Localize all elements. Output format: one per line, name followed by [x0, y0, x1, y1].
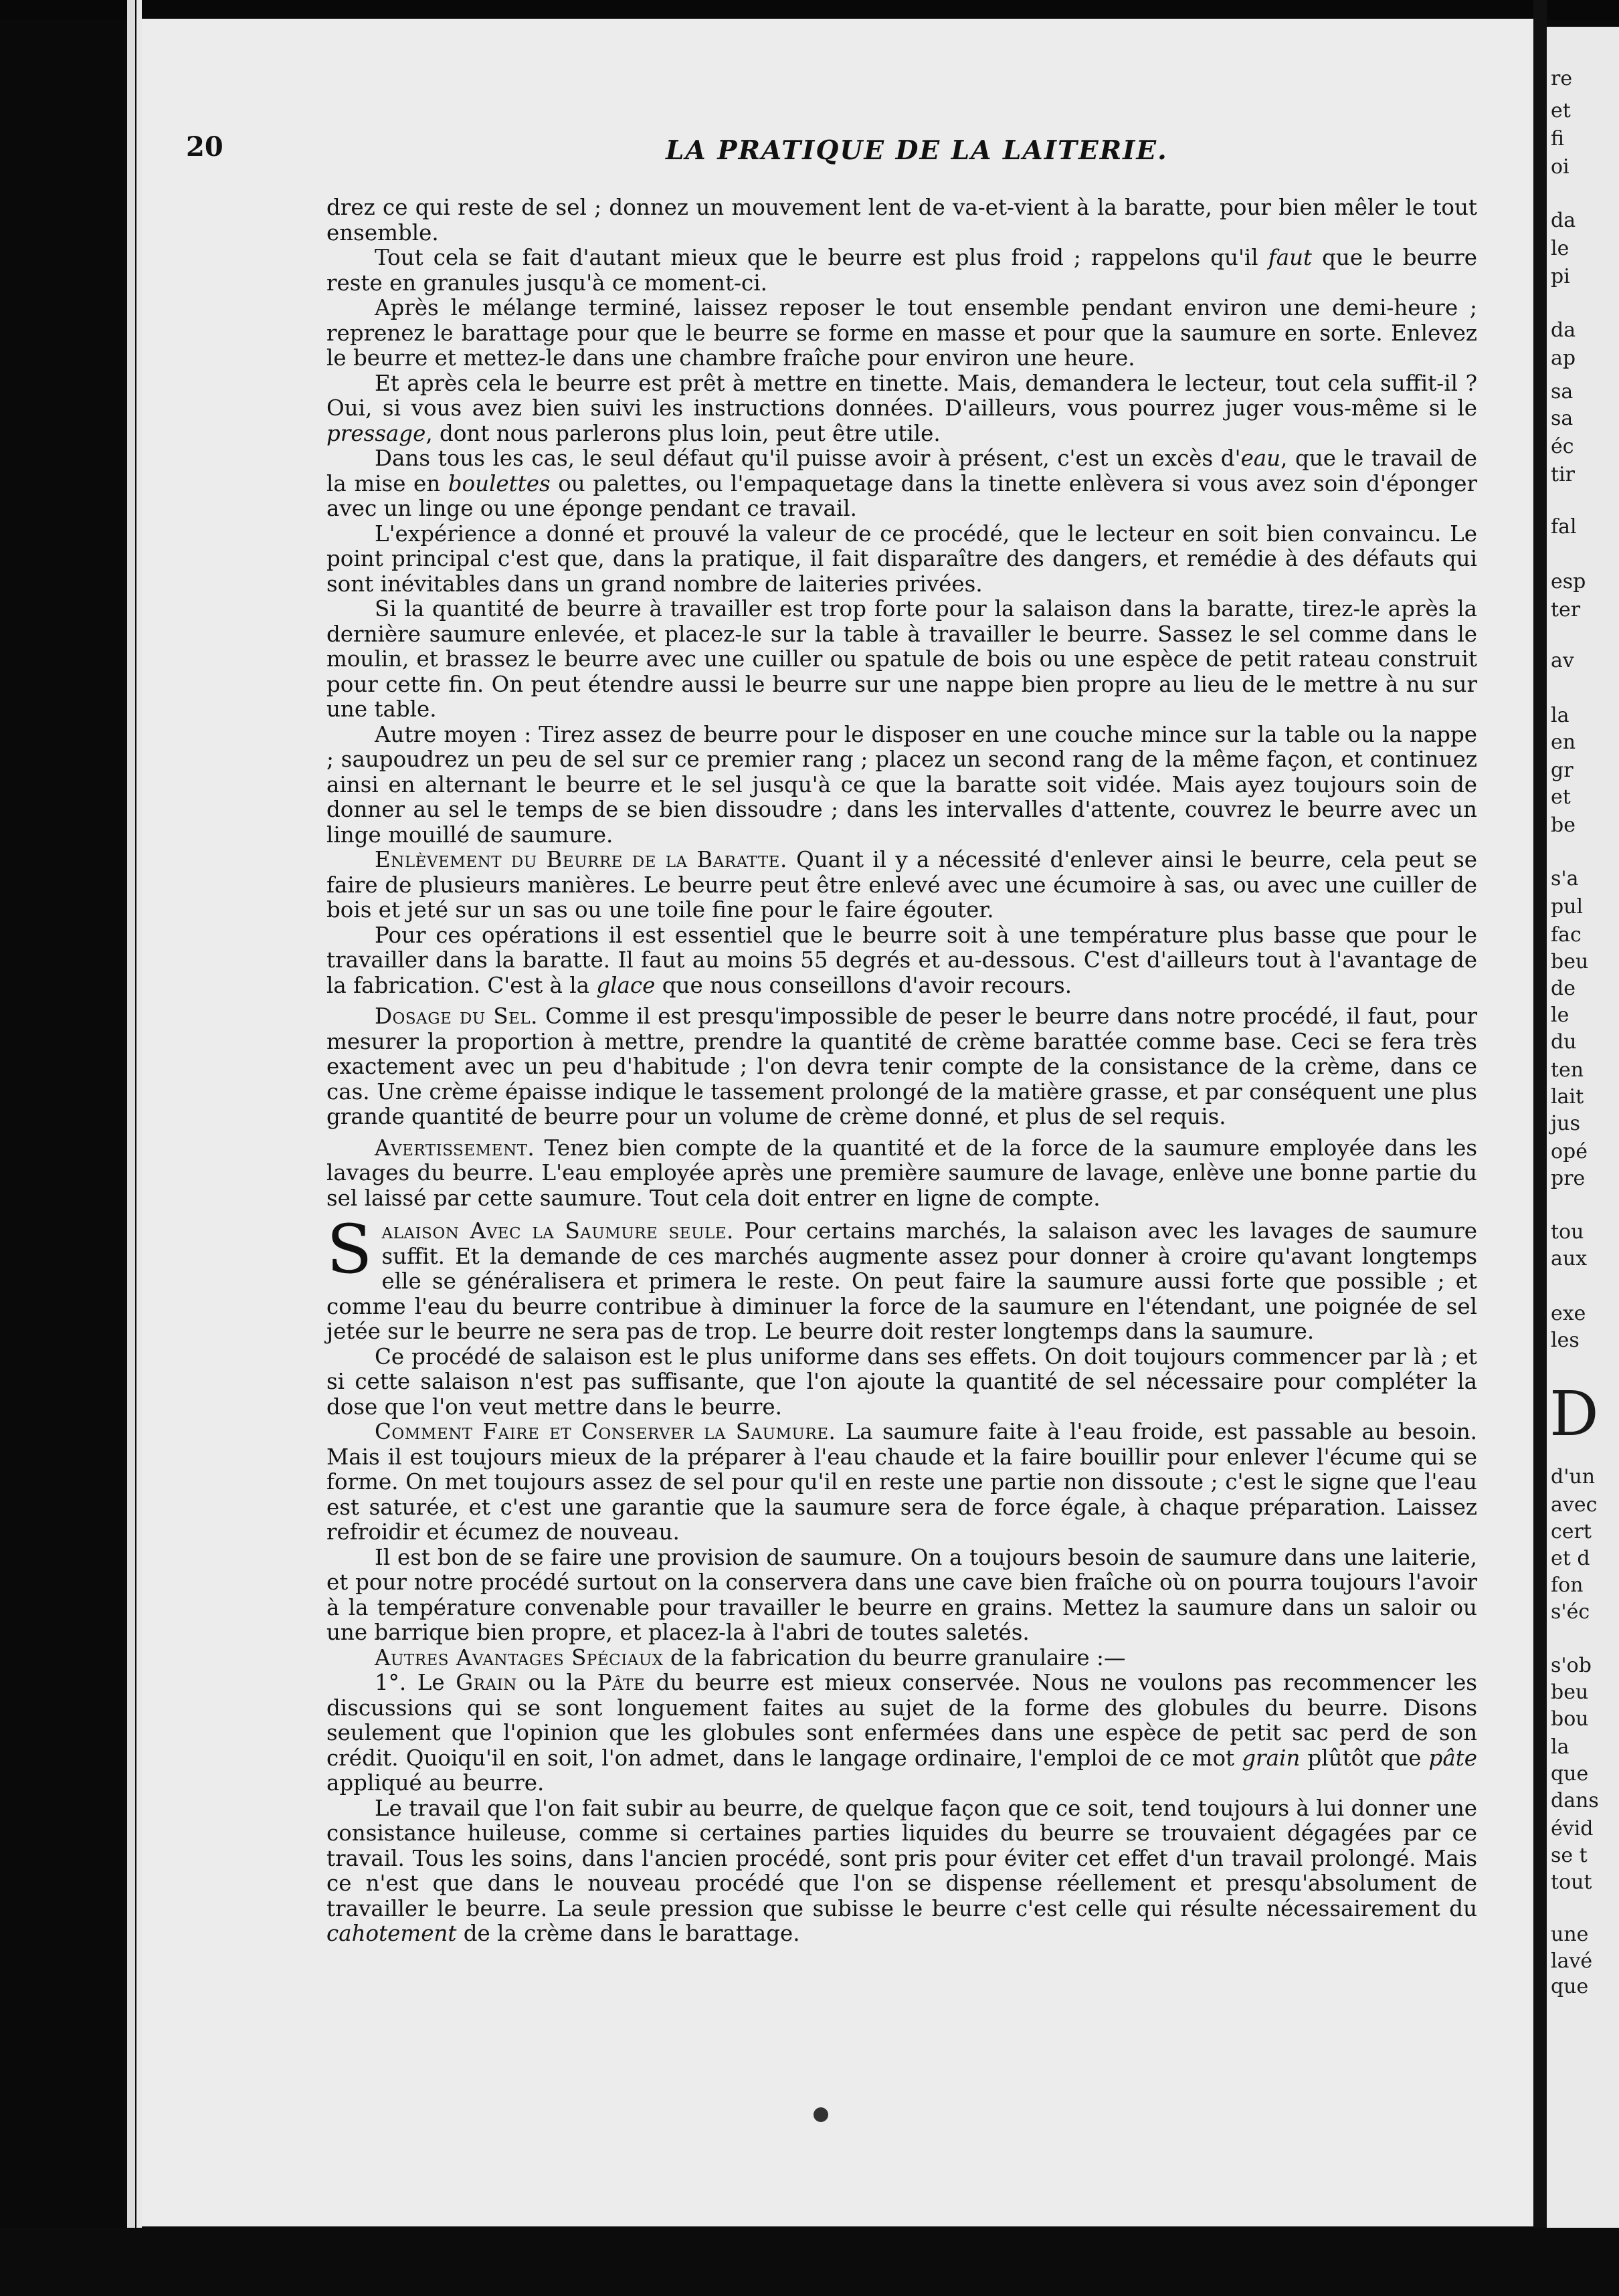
- emphasis: faut: [1268, 245, 1313, 270]
- facing-page-text-fragment: av: [1551, 649, 1574, 672]
- facing-page-text-fragment: opé: [1551, 1140, 1588, 1163]
- paragraph-text: Autre moyen : Tirez assez de beurre pour le disposer en une couche mince sur la table ou la nappe ; saupoudrez un peu de sel sur ce premier rang ; placez un second rang de la même façon, et continuez ainsi en alternant le beurre et le sel jusqu'à ce que la baratte soit vidée. Mais ayez toujours soin de donner au sel le temps de se bien dissoudre ; dans les intervalles d'attente, couvrez le beurre avec un linge mouillé de saumure.: [326, 721, 1477, 848]
- facing-page-text-fragment: une: [1551, 1923, 1589, 1946]
- paragraph-text: La saumure faite à l'eau froide, est passable au besoin. Mais il est toujours mieux de la préparer à l'eau chaude et la faire bouillir pour enlever l'écume qui se forme. On met toujours assez de sel pour qu'il en reste une partie non dissoute ; c'est le signe que l'eau est saturée, et c'est une garantie que la saumure sera de force égale, à chaque préparation. Laissez refroidir et écumez de nouveau.: [326, 1419, 1477, 1545]
- page-number: 20: [186, 131, 223, 163]
- facing-page-text-fragment: s'ob: [1551, 1654, 1592, 1677]
- facing-page-text-fragment: pul: [1551, 895, 1584, 919]
- paragraph: [326, 296, 1477, 371]
- paragraph: [326, 1004, 1477, 1130]
- paragraph: [326, 1420, 1477, 1545]
- facing-page-text-fragment: lait: [1551, 1085, 1584, 1109]
- facing-page-text-fragment: tir: [1551, 463, 1575, 486]
- paragraph: [326, 446, 1477, 522]
- paragraph-text: Tenez bien compte de la quantité et de la force de la saumure employée dans les lavages du beurre. L'eau employée après une première saumure de lavage, enlève une bonne partie du sel laissé par cette saumure. Tout cela doit entrer en ligne de compte.: [326, 1135, 1477, 1211]
- facing-page-text-fragment: que: [1551, 1762, 1589, 1786]
- facing-page-text-fragment: esp: [1551, 570, 1586, 593]
- paragraph-text: Il est bon de se faire une provision de saumure. On a toujours besoin de saumure dans une laiterie, et pour notre procédé surtout on la conservera dans une cave bien fraîche où on pourra toujours l'avoir à la température convenable pour travailler le beurre en grains. Mettez la saumure dans un saloir ou une barrique bien propre, et placez-la à l'abri de toutes saletés.: [326, 1544, 1477, 1645]
- facing-page-text-fragment: da: [1551, 318, 1576, 342]
- paragraph-text: du beurre est mieux conservée. Nous ne voulons pas recommencer les discussions qui se sont longuement faites au sujet de la forme des globules du beurre. Disons seulement que l'opinion que les globules sont enfermées dans une espèce de petit sac perd de son crédit. Quoiqu'il en soit, l'on admet, dans le langage ordinaire, l'emploi de ce mot: [326, 1670, 1477, 1771]
- facing-page-text-fragment: la: [1551, 1735, 1569, 1759]
- paragraph-text: que le beurre reste en granules jusqu'à ce moment-ci.: [326, 245, 1477, 296]
- paragraph-text: appliqué au beurre.: [326, 1770, 545, 1796]
- facing-page-text-fragment: le: [1551, 237, 1569, 260]
- paragraph-text: L'expérience a donné et prouvé la valeur de ce procédé, que le lecteur en soit bien convaincu. Le point principal c'est que, dans la pratique, il fait disparaître des dangers, et remédie à des défauts qui sont inévitables dans un grand nombre de laiteries privées.: [326, 520, 1477, 597]
- facing-page-text-fragment: se t: [1551, 1844, 1588, 1867]
- paragraph-text: que nous conseillons d'avoir recours.: [655, 972, 1072, 998]
- facing-page-text-fragment: tou: [1551, 1220, 1584, 1244]
- paragraph: [326, 923, 1477, 999]
- small-caps-term: Pâte: [597, 1670, 646, 1695]
- facing-page-text-fragment: s'a: [1551, 867, 1579, 890]
- paragraph: [326, 1796, 1477, 1947]
- emphasis: pâte: [1428, 1745, 1478, 1771]
- paragraph-text: Ce procédé de salaison est le plus uniforme dans ses effets. On doit toujours commencer par là ; et si cette salaison n'est pas suffisante, que l'on ajoute la quantité de sel nécessaire pour compléter la dose que l'on veut mettre dans le beurre.: [326, 1343, 1477, 1420]
- paragraph-text: Après le mélange terminé, laissez reposer le tout ensemble pendant environ une demi-heure ; reprenez le barattage pour que le beurre se forme en masse et pour que la saumure en sorte. Enlevez le beurre et mettez-le dans une chambre fraîche pour environ une heure.: [326, 295, 1477, 371]
- paragraph: [326, 195, 1477, 246]
- facing-page-text-fragment: ter: [1551, 598, 1581, 621]
- paragraph-text: Et après cela le beurre est prêt à mettre en tinette. Mais, demandera le lecteur, tout cela suffit-il ? Oui, si vous avez bien suivi les instructions données. D'ailleurs, vous pourrez juger vous-même si le: [326, 370, 1477, 421]
- facing-page-text-fragment: da: [1551, 209, 1576, 232]
- facing-page-text-fragment: re: [1551, 67, 1573, 90]
- facing-page-text-fragment: de: [1551, 977, 1576, 1000]
- emphasis: cahotement: [326, 1921, 457, 1946]
- paragraph-text: de la fabrication du beurre granulaire :—: [663, 1644, 1126, 1670]
- facing-page-text-fragment: bou: [1551, 1707, 1589, 1731]
- paragraph-text: Si la quantité de beurre à travailler est trop forte pour la salaison dans la baratte, tirez-le après la dernière saumure enlevée, et placez-le sur la table à travailler le beurre. Sassez le sel comme dans le moulin, et brassez le beurre avec une cuiller ou spatule de bois ou une espèce de petit rateau construit pour cette fin. On peut étendre aussi le beurre sur une nappe bien propre au lieu de le mettre à nu sur une table.: [326, 596, 1477, 722]
- facing-page-text-fragment: beu: [1551, 1681, 1589, 1704]
- paragraph-text: ou palettes, ou l'empaquetage dans la tinette enlèvera si vous avez soin d'éponger avec un linge ou une éponge pendant ce travail.: [326, 470, 1477, 521]
- facing-page-text-fragment: pi: [1551, 265, 1570, 288]
- scan-border-left: [0, 0, 124, 2296]
- facing-page-text-fragment: D: [1549, 1378, 1599, 1450]
- facing-page-text-fragment: les: [1551, 1329, 1580, 1352]
- paragraph: [326, 522, 1477, 597]
- paragraph: [326, 723, 1477, 848]
- section-heading: Enlèvement du Beurre de la Baratte.: [375, 847, 787, 872]
- page-stack-edge: [136, 0, 142, 2228]
- paragraph-text: 1°. Le: [375, 1670, 456, 1695]
- section-heading: alaison Avec la Saumure seule.: [381, 1218, 734, 1244]
- paragraph-text: Tout cela se fait d'autant mieux que le beurre est plus froid ; rappelons qu'il: [375, 245, 1268, 270]
- facing-page-text-fragment: fac: [1551, 923, 1582, 947]
- facing-page-text-fragment: évid: [1551, 1817, 1594, 1840]
- facing-page-text-fragment: la: [1551, 704, 1569, 727]
- facing-page-text-fragment: sa: [1551, 380, 1574, 403]
- facing-page-text-fragment: éc: [1551, 435, 1574, 458]
- section-heading: Avertissement.: [375, 1135, 535, 1161]
- facing-page-text-fragment: le: [1551, 1003, 1569, 1027]
- paragraph-text: ou la: [516, 1670, 597, 1695]
- facing-page-text-fragment: ap: [1551, 347, 1576, 370]
- facing-page-text-fragment: exe: [1551, 1302, 1586, 1325]
- running-title: LA PRATIQUE DE LA LAITERIE.: [666, 135, 1168, 166]
- section-heading: Dosage du Sel.: [375, 1003, 539, 1029]
- facing-page-text-fragment: dans: [1551, 1789, 1599, 1812]
- paragraph-text: Dans tous les cas, le seul défaut qu'il puisse avoir à présent, c'est un excès d': [375, 446, 1241, 471]
- body-text: [326, 195, 1477, 1947]
- facing-page-text-fragment: pre: [1551, 1167, 1586, 1190]
- facing-page-text-fragment: fon: [1551, 1573, 1584, 1597]
- paragraph: [326, 848, 1477, 923]
- paragraph-text: de la crème dans le barattage.: [456, 1921, 800, 1946]
- emphasis: glace: [596, 972, 656, 998]
- facing-page-text-fragment: et: [1551, 99, 1571, 122]
- facing-page-text-fragment: ten: [1551, 1058, 1584, 1082]
- facing-page-text-fragment: fal: [1551, 515, 1577, 539]
- facing-page-text-fragment: d'un: [1551, 1465, 1596, 1489]
- facing-page-text-fragment: be: [1551, 814, 1576, 837]
- small-caps-term: Grain: [456, 1670, 517, 1695]
- facing-page-fragment: [1547, 27, 1619, 2228]
- facing-page-text-fragment: jus: [1551, 1112, 1581, 1135]
- paragraph: [326, 1670, 1477, 1796]
- scan-border-top: [0, 0, 1619, 20]
- paragraph: [326, 1646, 1477, 1671]
- book-gutter: [1533, 0, 1547, 2296]
- facing-page-text-fragment: et d: [1551, 1547, 1590, 1570]
- paragraph: [326, 371, 1477, 447]
- facing-page-text-fragment: et: [1551, 785, 1571, 809]
- paragraph-text: , dont nous parlerons plus loin, peut être utile.: [425, 420, 941, 446]
- paragraph: [326, 597, 1477, 723]
- paragraph: [326, 246, 1477, 296]
- facing-page-text-fragment: en: [1551, 731, 1576, 754]
- paragraph-text: , que le travail de la mise en: [326, 446, 1477, 496]
- paragraph-text: Le travail que l'on fait subir au beurre, de quelque façon que ce soit, tend toujours à lui donner une consistance huileuse, comme si certaines parties liquides du beurre se trouvaient dégagées par ce travail. Tous les soins, dans l'ancien procédé, sont pris pour éviter cet effet d'un travail prolongé. Mais ce n'est que dans le nouveau procédé que l'on se dispense réellement et presqu'absolument de travailler le beurre. La seule pression que subisse le beurre c'est celle qui résulte nécessairement du: [326, 1795, 1477, 1921]
- facing-page-text-fragment: gr: [1551, 759, 1574, 782]
- facing-page-text-fragment: avec: [1551, 1493, 1598, 1517]
- facing-page-text-fragment: oi: [1551, 155, 1569, 179]
- emphasis: pressage: [326, 420, 426, 446]
- paragraph: [326, 1345, 1477, 1420]
- paragraph-text: Pour ces opérations il est essentiel que le beurre soit à une température plus basse que pour le travailler dans la baratte. Il faut au moins 55 degrés et au-dessous. C'est d'ailleurs tout à l'avantage de la fabrication. C'est à la: [326, 922, 1477, 998]
- facing-page-text-fragment: tout: [1551, 1871, 1592, 1894]
- paragraph-text: drez ce qui reste de sel ; donnez un mouvement lent de va-et-vient à la baratte, pour bien mêler le tout ensemble.: [326, 195, 1477, 246]
- ink-blot: [814, 2107, 828, 2122]
- section-heading: Autres Avantages Spéciaux: [375, 1644, 664, 1670]
- facing-page-text-fragment: fi: [1551, 127, 1565, 151]
- paragraph-text: Quant il y a nécessité d'enlever ainsi le beurre, cela peut se faire de plusieurs manières. Le beurre peut être enlevé avec une écumoire à sas, ou avec une cuiller de bois et jeté sur un sas ou une toile fine pour le faire égouter.: [326, 847, 1477, 923]
- facing-page-text-fragment: beu: [1551, 950, 1589, 973]
- emphasis: eau: [1240, 446, 1281, 471]
- section-heading: Comment Faire et Conserver la Saumure.: [375, 1419, 836, 1444]
- scan-border-bottom: [0, 2228, 1619, 2296]
- paragraph-text: Comme il est presqu'impossible de peser le beurre dans notre procédé, il faut, pour mesurer la proportion à mettre, prendre la quantité de crème barattée comme base. Ceci se fera très exactement avec un peu d'habitude ; l'on devra tenir compte de la consistance de la crème, dans ce cas. Une crème épaisse indique le tassement prolongé de la matière grasse, et par conséquent une plus grande quantité de beurre pour un volume de crème donné, et plus de sel requis.: [326, 1003, 1477, 1129]
- emphasis: grain: [1242, 1745, 1301, 1771]
- paragraph: [326, 1136, 1477, 1212]
- facing-page-text-fragment: lavé: [1551, 1949, 1593, 1973]
- paragraph-text: Pour certains marchés, la salaison avec les lavages de saumure suffit. Et la demande de ces marchés augmente assez pour donner à croire qu'avant longtemps elle se généralisera et primera le reste. On peut faire la saumure aussi forte que possible ; et comme l'eau du beurre contribue à diminuer la force de la saumure en l'étendant, une poignée de sel jetée sur le beurre ne sera pas de trop. Le beurre doit rester longtemps dans la saumure.: [326, 1218, 1477, 1344]
- paragraph: [326, 1545, 1477, 1646]
- facing-page-text-fragment: du: [1551, 1030, 1577, 1054]
- drop-cap: S: [326, 1210, 373, 1288]
- emphasis: boulettes: [448, 470, 551, 496]
- facing-page-text-fragment: s'éc: [1551, 1600, 1590, 1624]
- paragraph: [326, 1210, 1477, 1345]
- page-stack-edge: [127, 0, 135, 2228]
- facing-page-text-fragment: que: [1551, 1975, 1589, 1998]
- facing-page-text-fragment: cert: [1551, 1520, 1592, 1543]
- facing-page-text-fragment: aux: [1551, 1247, 1588, 1270]
- paragraph-text: plûtôt que: [1300, 1745, 1429, 1771]
- facing-page-text-fragment: sa: [1551, 407, 1574, 430]
